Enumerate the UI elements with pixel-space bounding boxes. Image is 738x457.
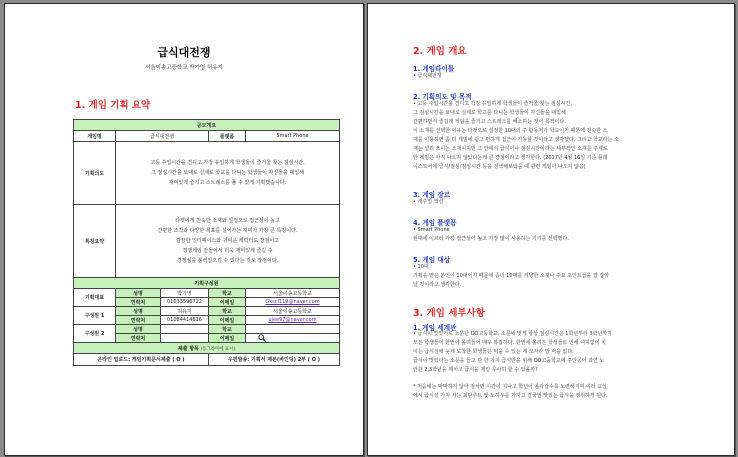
paragraph-line: 이는 급식실에 늦게 도착한 학생들은 먹을 수 있는 게 모자라 밥 먹을 없다. <box>413 349 574 355</box>
platform-body <box>413 226 569 244</box>
rep-name: 박가영 <box>161 289 209 298</box>
world-paragraph <box>413 330 612 375</box>
document-subtitle: 서울이송고등학교 박가영 허유지 <box>145 65 223 71</box>
intent-line: 재미있게 즐기고 스트레스를 풀 수 있게 기획했습니다. <box>168 180 287 186</box>
genre-body: • 캐주얼 액션 <box>413 199 444 205</box>
rep-name-label: 성명 <box>116 289 161 298</box>
paragraph-line: 급식이 맛있다는 소문을 들고 단 한 가지 급식만을 위해 OO고등학교에 주인공이 과연 노 <box>413 358 605 364</box>
rep-email-link[interactable]: Gkscl119@naver.com <box>265 299 320 305</box>
paragraph-line: 현대에 이르러 가장 접근성이 높고 가장 많이 사용하는 기기를 선택했다. <box>413 236 569 242</box>
features-line: 경쟁심을 불러일으킬 수 있다는 것도 장점이다. <box>176 258 279 264</box>
m1-email[interactable] <box>246 316 340 325</box>
team-header: 기획구성원 <box>74 278 340 289</box>
paragraph-line: 란한 2,3학년을 제치고 급식을 제일 무사히 할 수 있을까? <box>413 367 538 373</box>
m2-contact-label: 연락처 <box>116 334 161 343</box>
document-page-1 <box>4 3 364 456</box>
m2-name <box>161 325 209 334</box>
document-title: 급식대전쟁 <box>157 46 211 59</box>
rep-contact-label: 연락처 <box>116 298 161 307</box>
paragraph-line: 이스토어에 급식/점심/점심시간 등을 검색해보았을 때 관련 게임이 나오지 않음) <box>413 164 586 170</box>
submit-header <box>74 343 340 354</box>
rep-phone: 01033596722 <box>161 298 209 307</box>
m2-school-label: 학교 <box>209 325 246 334</box>
paragraph-line: 재를 이용하면 좀 더 게임에 쉽고 편하게 접근이 가능할 것이라고 생각했다. 그리고 학교라는 소 <box>413 137 619 143</box>
document-page-2 <box>367 3 735 456</box>
game-name-label: 게임명 <box>74 131 116 142</box>
section-heading-details: 3. 게임 세부사항 <box>413 308 485 319</box>
rep-label: 기획대표 <box>74 289 116 307</box>
rep-school: 서울이송고등학교 <box>246 289 340 298</box>
summary-form-table <box>73 119 340 366</box>
paragraph-line: 이 소재를 선택한 이유는 타겟으로 설정한 10대의 주 활동처가 학교이기 때문에 친숙한 소 <box>413 128 608 134</box>
section-heading-summary: 1. 게임 기획 요약 <box>75 100 151 111</box>
paragraph-line: 재는 널리 쓰이는 소재이지만 그 안에서 급식이나 점심시간이라는 세부적인 소재를 주제로 <box>413 146 608 152</box>
paragraph-line: 에서 급식실 가지 가는 최단루트 및 노하우를 가지고 결국엔 맛있는 급식을 쟁취하게 된다. <box>413 393 608 399</box>
mail-submission: 우편발송: 기획서 제본(바인딩) 2부 ( O ) <box>209 354 340 366</box>
paragraph-line: 그 점심시간을 토대로 실제로 학교를 다니는 학생들이 자신들을 대입해 <box>413 110 566 116</box>
features-text <box>116 205 340 278</box>
paragraph-line: 낼 것이라고 생각한다. <box>413 282 462 288</box>
submit-header-note: (동그라미에 표시) <box>200 346 236 352</box>
paragraph-line: • 10대 <box>413 264 429 270</box>
m2-email-label: 이메일 <box>209 334 246 343</box>
m1-school: 서울이송고등학교 <box>246 307 340 316</box>
features-line: 경쟁게임 만들어서 더욱 재미있게 즐길 수 <box>182 248 273 254</box>
intent-line: 고등 수업시간을 견디고 가장 유일하게 학생들이 즐거울 찾는 점심시간, <box>150 160 305 166</box>
subsection-intent-title: 2. 기획의도 및 목적 <box>413 93 472 101</box>
m2-phone <box>161 334 209 343</box>
rep-school-label: 학교 <box>209 289 246 298</box>
features-line: 간편한 조작과 다양한 목표를 설어가는 재미가 가장 큰 특징이다. <box>157 228 298 234</box>
subsection-platform-title: 4. 게임 플랫폼 <box>413 219 457 227</box>
m2-school <box>246 325 340 334</box>
section-heading-overview: 2. 게임 개요 <box>413 46 467 57</box>
world-note <box>413 383 608 401</box>
paragraph-line: 간편하면서 즐겁게 게임을 즐기고 스트레스를 해소하는 것이 목적이다. <box>413 119 566 125</box>
platform-value: Smart Phone <box>246 131 340 142</box>
paragraph-line: 기획을 맡은 본인이 10대이기 때문에 좀더 10대를 겨냥한 소재나 주요 포인트들을 잘 잡아 <box>413 273 610 279</box>
m1-name-label: 성명 <box>116 307 161 316</box>
m1-school-label: 학교 <box>209 307 246 316</box>
intent-paragraph <box>413 100 619 172</box>
m1-contact-label: 연락처 <box>116 316 161 325</box>
m1-email-link[interactable]: ujee97@naver.com <box>268 317 317 323</box>
subsection-title: 1. 게임타이틀 <box>413 65 455 73</box>
features-line: 깔끔한 인터페이스와 귀여운 캐릭터도 강점이고 <box>176 238 279 244</box>
intent-text <box>116 142 340 205</box>
paragraph-line: 한 게임은 아직 나오지 않았다는게 큰 강점이라고 생각한다. (2017년 4월 16일 기준 플레 <box>413 155 608 161</box>
features-line: 타겟에게 친숙한 소재와 설정으로 접근성이 높고 <box>175 218 280 224</box>
m1-name: 허유지 <box>161 307 209 316</box>
intent-label: 기획의도 <box>74 142 116 205</box>
overview-header: 공모개요 <box>74 120 340 131</box>
paragraph-line: * 처음에는 막막하지 않아 점차면 시간이 지나고 학년이 올라갈수록 노련해지며 여러 교실 <box>413 384 607 390</box>
member1-label: 구성원 1 <box>74 307 116 325</box>
rep-email-label: 이메일 <box>209 298 246 307</box>
submit-header-label: 제출 항목 <box>177 345 199 352</box>
member2-label: 구성원 2 <box>74 325 116 343</box>
rep-email[interactable] <box>246 298 340 307</box>
m1-email-label: 이메일 <box>209 316 246 325</box>
subsection-audience-title: 5. 게임 대상 <box>413 256 451 264</box>
subsection-genre-title: 3. 게임 장르 <box>413 191 451 199</box>
game-name-value: 급식대전쟁 <box>116 131 209 142</box>
m2-name-label: 성명 <box>116 325 161 334</box>
platform-label: 플랫폼 <box>209 131 246 142</box>
magnifier-cursor-icon <box>258 334 266 342</box>
paragraph-line: 모든 학생들이 한번에 몰려들어 매우 복잡하다. 한번에 몰려든 학생들로 인해 여지없이 치 <box>413 340 606 346</box>
paragraph-line: • Smart Phone <box>413 227 450 233</box>
features-label: 특징요약 <box>74 205 116 278</box>
m1-phone: 01084414616 <box>161 316 209 325</box>
audience-body <box>413 263 609 290</box>
intent-line: 그 점심시간을 토대로 실제로 학교를 다니는 학생들이 자신들을 대입해 <box>151 170 304 176</box>
subsection-world-title: 1. 게임 세계관 <box>413 324 457 332</box>
paragraph-line: • 급식이 맛있기로 소문난 OO고등학교. 소문에 맞게 항상 점심시간은 1학년부터 3학년까지 <box>413 331 612 337</box>
paragraph-line: • 고등 수업시간을 견디고 가장 유일하게 학생들이 즐거울 찾는 점심시간, <box>413 101 572 107</box>
subsection-body: • 급식대전쟁 <box>413 73 442 79</box>
online-upload: 온라인 업로드: 게임기획문서제출 ( O ) <box>74 354 209 366</box>
